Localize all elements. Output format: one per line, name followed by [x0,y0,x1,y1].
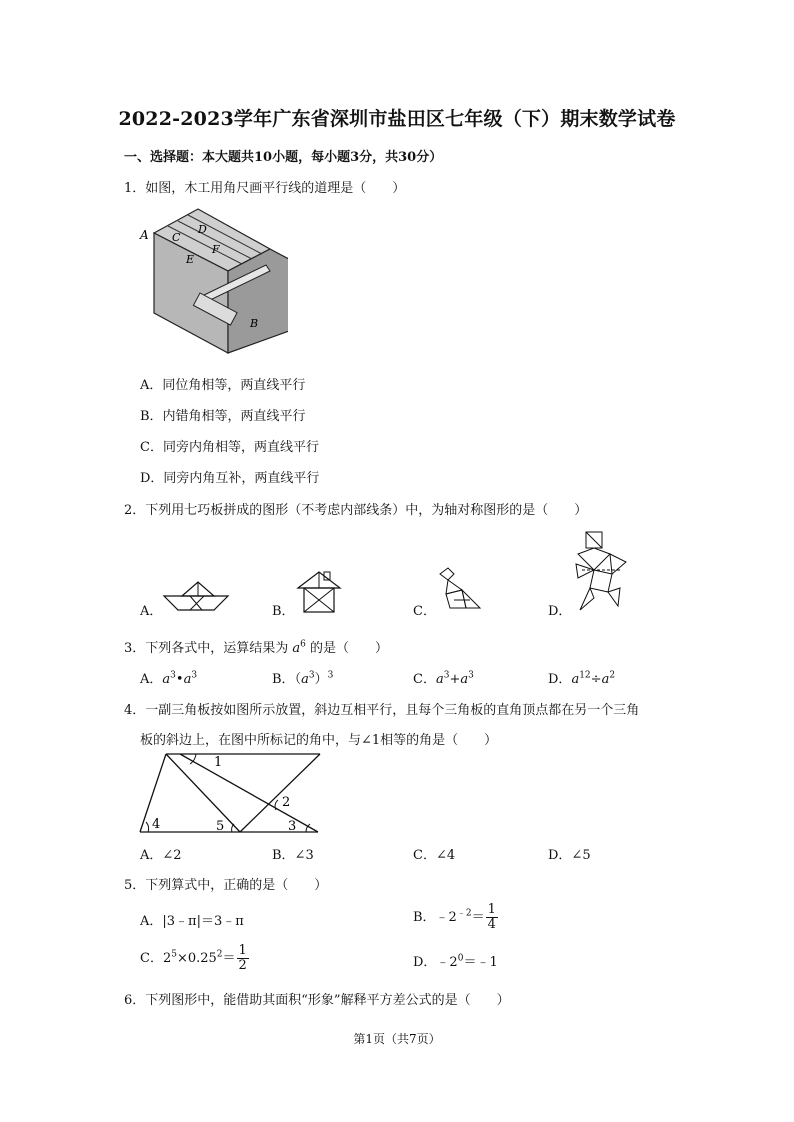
fraction-one-half: $\frac{1}{2}$ [238,943,247,973]
label-d: D [198,223,207,236]
q3-option-d: D．$a^{12}\div a^2$ [548,670,616,687]
angle-label-1: 1 [214,755,223,770]
exam-title: 2022-2023学年广东省深圳市盐田区七年级（下）期末数学试卷 [118,108,676,130]
question-4-stem-line-1: 4．一副三角板按如图所示放置，斜边互相平行，且每个三角板的直角顶点都在另一个三角 [124,703,640,718]
question-1-stem: 1．如图，木工用角尺画平行线的道理是（ ） [124,181,406,196]
fraction-one-quarter: $\frac{1}{4}$ [487,902,496,932]
q1-option-a: A．同位角相等，两直线平行 [140,378,306,393]
tangram-boat-figure [160,578,232,614]
q4-option-b: B．∠3 [272,848,314,863]
tangram-bird-figure [436,566,484,612]
label-c: C [172,231,181,244]
label-a: A [140,228,149,242]
q1-option-b: B．内错角相等，两直线平行 [140,409,306,424]
q1-option-d: D．同旁内角互补，两直线平行 [140,471,320,486]
angle-label-5: 5 [216,819,225,834]
q3-option-a: A．$a^3•a^3$ [140,670,198,687]
page-footer: 第1页（共7页） [353,1032,441,1046]
tangram-person-figure [572,530,632,616]
carpenter-square-figure [138,205,288,360]
q2-option-c-label: C． [413,604,436,619]
q5-option-b: B．$﹣2^{﹣2}=$ $\frac{1}{4}$ [413,902,496,932]
q3-option-b: B．$(a^3)^3$ [272,670,334,687]
q3-option-c: C．$a^3+a^3$ [413,670,474,687]
question-2-stem: 2．下列用七巧板拼成的图形（不考虑内部线条）中，为轴对称图形的是（ ） [124,503,588,518]
label-f: F [212,243,220,256]
q4-option-d: D．∠5 [548,848,591,863]
q2-option-d-label: D． [548,604,572,619]
question-6-stem: 6．下列图形中，能借助其面积“形象”解释平方差公式的是（ ） [124,993,510,1008]
section-heading-choice: 一、选择题：本大题共10小题，每小题3分，共30分） [124,150,443,165]
q1-option-c: C．同旁内角相等，两直线平行 [140,440,319,455]
q5-option-d: D．$﹣2^0=﹣1$ [413,953,498,970]
angle-label-2: 2 [282,795,291,810]
q2-option-b-label: B． [272,604,295,619]
tangram-house-figure [294,568,344,614]
angle-label-4: 4 [152,817,161,832]
q5-option-c: C．$2^5\times 0.25^2=$ $\frac{1}{2}$ [140,943,247,973]
q5-option-a: A．|3﹣π|＝3﹣π [140,914,244,929]
angle-label-3: 3 [288,819,297,834]
q2-option-a-label: A． [140,604,163,619]
label-e: E [186,253,195,266]
q4-option-c: C．∠4 [413,848,456,863]
question-5-stem: 5．下列算式中，正确的是（ ） [124,878,328,893]
q4-option-a: A．∠2 [140,848,182,863]
question-3-stem: 3．下列各式中，运算结果为 $a^6$ 的是（ ） [124,639,389,656]
label-b: B [250,317,259,330]
question-4-stem-line-2: 板的斜边上，在图中所标记的角中，与∠1相等的角是（ ） [140,733,498,748]
triangle-rulers-figure [136,750,328,836]
